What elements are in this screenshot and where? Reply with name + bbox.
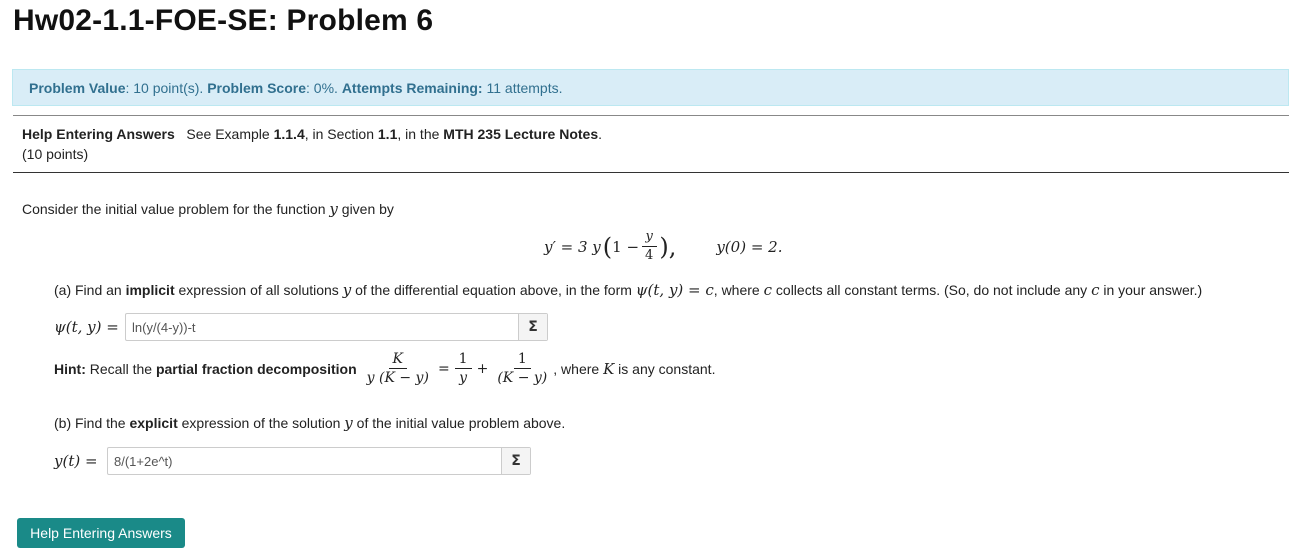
part-a-text-3: of the differential equation above, in the form bbox=[351, 282, 636, 298]
part-a-form: ψ(t, y) = c bbox=[635, 281, 714, 299]
y-of-t-label: y(t) = bbox=[54, 452, 98, 470]
part-a-text-5: collects all constant terms. (So, do not include any bbox=[772, 282, 1092, 298]
part-a-text-2: expression of all solutions bbox=[174, 282, 343, 298]
points-text: (10 points) bbox=[22, 146, 89, 162]
ode-fraction bbox=[641, 228, 657, 265]
hint-lhs-den: y (K − y) bbox=[366, 370, 429, 386]
part-a-text-4: , where bbox=[713, 282, 764, 298]
hint-text-1: Recall the bbox=[85, 360, 156, 377]
problem-score-text: : 0%. bbox=[306, 80, 342, 96]
answer-a-input[interactable] bbox=[126, 314, 518, 340]
part-b-bold: explicit bbox=[129, 415, 178, 431]
bottom-divider bbox=[13, 172, 1289, 173]
initial-condition: y(0) = 2. bbox=[716, 237, 783, 256]
attempts-remaining-text: 11 attempts. bbox=[482, 80, 563, 96]
hint-text-3: is any constant. bbox=[614, 360, 716, 377]
hint-var-k: K bbox=[603, 359, 615, 378]
part-a-var-y: y bbox=[342, 281, 352, 299]
hint-r2-den: (K − y) bbox=[497, 370, 548, 386]
ode-frac-num: y bbox=[642, 228, 657, 247]
part-a-prompt bbox=[54, 281, 1202, 299]
part-b-var-y: y bbox=[344, 414, 353, 432]
part-a-var-c2: c bbox=[1091, 281, 1100, 299]
part-a-bold: implicit bbox=[125, 282, 175, 298]
problem-intro bbox=[22, 200, 394, 218]
hint-line bbox=[54, 350, 715, 387]
help-entering-answers-button[interactable]: Help Entering Answers bbox=[17, 518, 185, 548]
equation-editor-button-a[interactable]: Σ bbox=[518, 314, 547, 340]
part-a-text-1: (a) Find an bbox=[54, 282, 126, 298]
part-b-prompt bbox=[54, 414, 565, 432]
hint-r1-num: 1 bbox=[455, 350, 472, 369]
answer-a-field bbox=[125, 313, 548, 341]
ode-lhs: y′ = 3 y bbox=[544, 237, 601, 256]
attempts-remaining-label: Attempts Remaining: bbox=[341, 80, 483, 96]
hint-r2-num: 1 bbox=[514, 350, 531, 369]
intro-text: Consider the initial value problem for the function bbox=[22, 201, 330, 217]
part-b-text-1: (b) Find the bbox=[54, 415, 130, 431]
hint-lhs-num: K bbox=[389, 350, 407, 369]
help-in-section-text: , in Section bbox=[304, 126, 378, 142]
ode-paren-open: ( bbox=[602, 232, 613, 261]
hint-r1-den: y bbox=[459, 370, 468, 386]
part-a-text-6: in your answer.) bbox=[1099, 282, 1203, 298]
ode-paren-close: ), bbox=[659, 232, 677, 261]
problem-value-label: Problem Value bbox=[29, 80, 126, 96]
intro-var-y: y bbox=[329, 200, 338, 218]
hint-plus: + bbox=[476, 360, 489, 377]
hint-text-2: , where bbox=[553, 360, 604, 377]
help-period: . bbox=[598, 126, 602, 142]
hint-label: Hint: bbox=[54, 360, 86, 377]
help-see-text: See Example bbox=[186, 126, 274, 142]
hint-equals: = bbox=[437, 360, 450, 377]
help-entering-answers-link[interactable]: Help Entering Answers bbox=[22, 126, 175, 142]
equation-editor-button-b[interactable]: Σ bbox=[501, 448, 530, 474]
part-a-var-c: c bbox=[763, 281, 773, 299]
psi-label: ψ(t, y) = bbox=[54, 318, 119, 336]
ode-equation bbox=[544, 228, 782, 265]
intro-end-text: given by bbox=[337, 201, 394, 217]
part-b-text-3: of the initial value problem above. bbox=[352, 415, 566, 431]
help-header bbox=[22, 125, 602, 143]
problem-info-banner bbox=[12, 69, 1289, 106]
answer-b-input[interactable] bbox=[108, 448, 501, 474]
part-b-text-2: expression of the solution bbox=[177, 415, 345, 431]
top-divider bbox=[13, 115, 1289, 116]
ode-frac-den: 4 bbox=[645, 248, 654, 263]
hint-lhs-fraction bbox=[363, 350, 433, 387]
hint-r2-fraction bbox=[493, 350, 551, 387]
help-in-the-text: , in the bbox=[397, 126, 444, 142]
help-section-ref: 1.1 bbox=[377, 126, 398, 142]
problem-value-text: : 10 point(s). bbox=[125, 80, 208, 96]
lecture-notes-ref: MTH 235 Lecture Notes bbox=[443, 126, 599, 142]
problem-score-label: Problem Score bbox=[207, 80, 307, 96]
answer-b-field bbox=[107, 447, 531, 475]
hint-bold: partial fraction decomposition bbox=[155, 360, 357, 377]
page-title: Hw02-1.1-FOE-SE: Problem 6 bbox=[13, 4, 434, 37]
hint-r1-fraction bbox=[455, 350, 472, 387]
help-example-ref: 1.1.4 bbox=[273, 126, 305, 142]
ode-one-minus: 1 − bbox=[612, 237, 640, 256]
